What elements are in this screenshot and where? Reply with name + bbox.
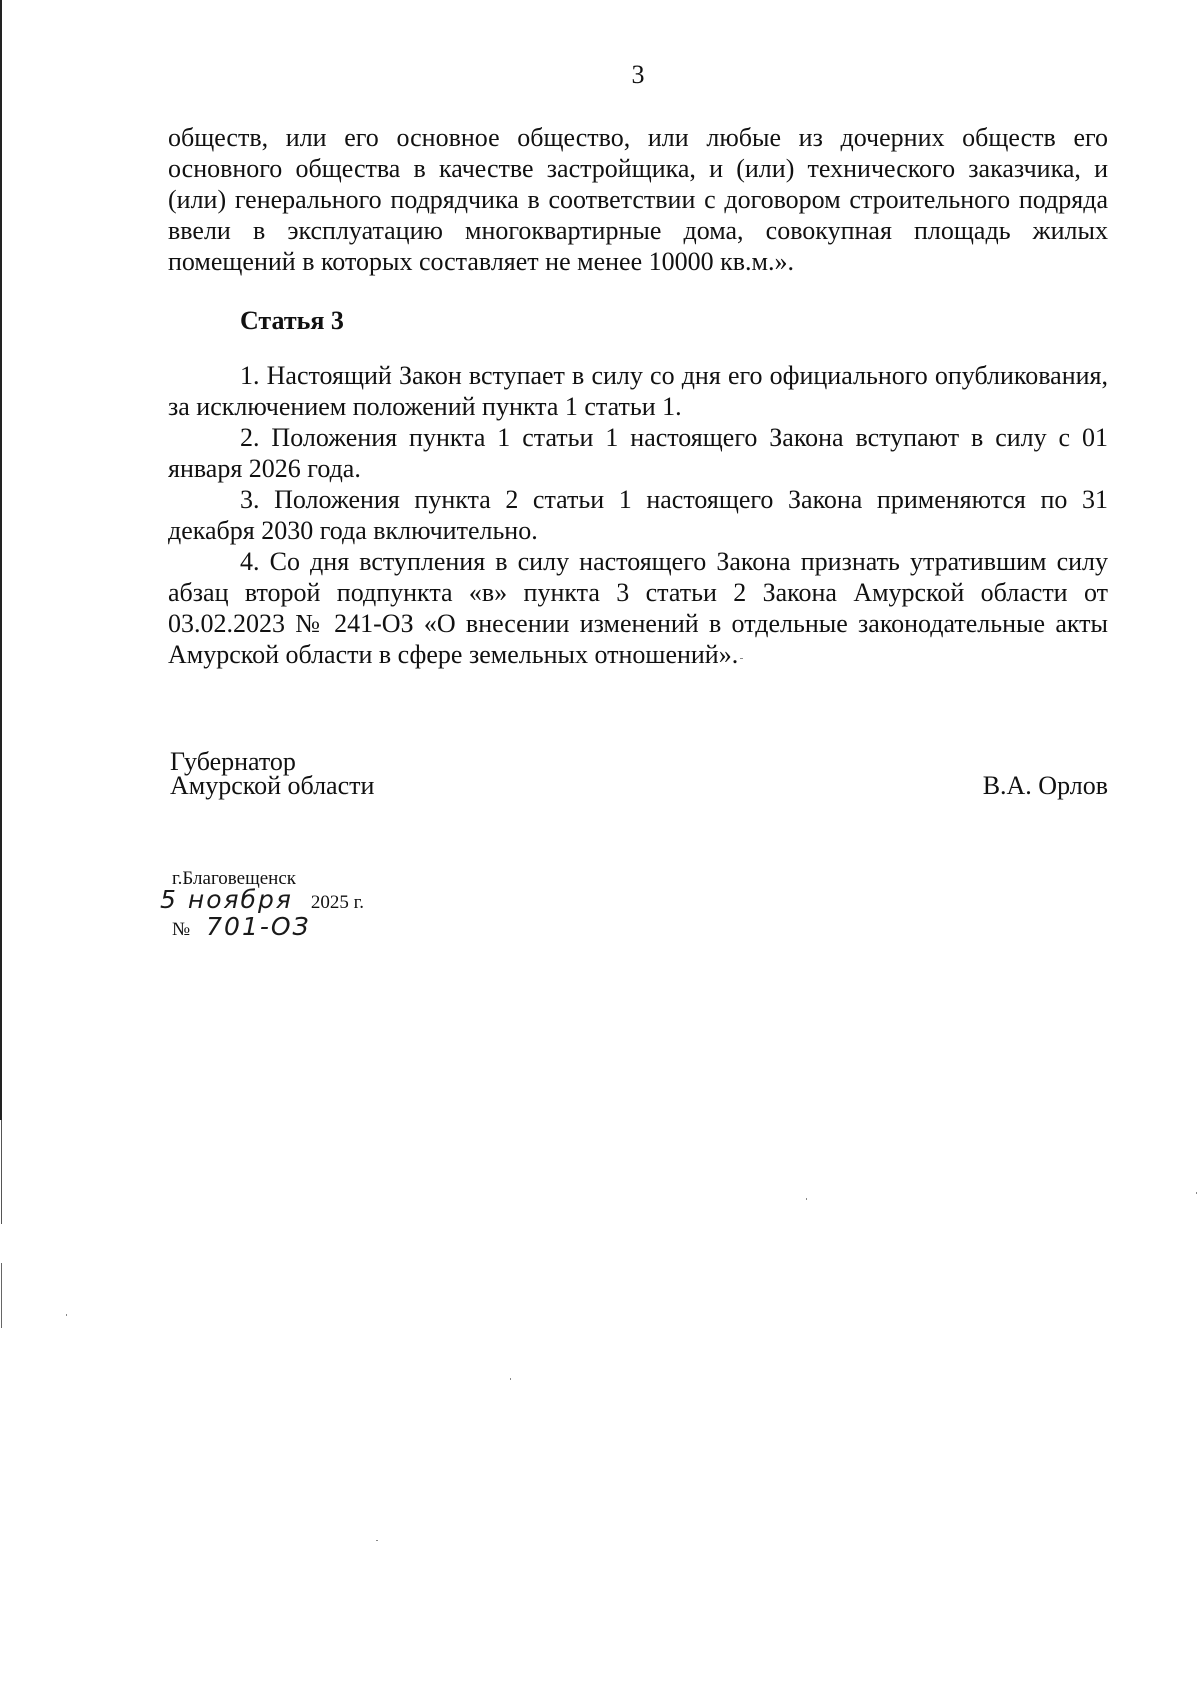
signatory-role-line2: Амурской области: [170, 771, 375, 800]
document-body: [168, 122, 1108, 670]
scan-speck: [806, 1198, 807, 1200]
number-line: [172, 912, 311, 941]
article-item-2: 2. Положения пункта 1 статьи 1 настоящего Закона вступают в силу с 01 января 2026 года.: [168, 423, 1108, 483]
scan-speck: [376, 1540, 378, 1541]
scan-speck: [1196, 1192, 1197, 1194]
article-item-1: 1. Настоящий Закон вступает в силу со дня его официального опубликования, за исключением положений пункта 1 статьи 1.: [168, 361, 1108, 421]
handwritten-date: 5 ноября: [160, 885, 293, 914]
signatory-name: В.А. Орлов: [982, 771, 1108, 800]
signatory-role-line1: Губернатор: [170, 747, 296, 776]
scan-speck: [66, 1314, 67, 1316]
scan-speck: [740, 658, 743, 659]
scan-border-left-lower: [1, 1120, 2, 1380]
place-city: г.Благовещенск: [172, 868, 296, 889]
signatory-role: [170, 747, 375, 800]
date-year: 2025 г.: [310, 892, 365, 913]
article-item-4: 4. Со дня вступления в силу настоящего Закона признать утратившим силу абзац второй подпункта «в» пункта 3 статьи 2 Закона Амурской области от 03.02.2023 № 241-ОЗ «О внесении изменений в отдельные законодательные акты Амурской области в сфере земельных отношений».: [168, 547, 1108, 669]
handwritten-number: 701-ОЗ: [206, 912, 311, 941]
article-item-3: 3. Положения пункта 2 статьи 1 настоящего Закона применяются по 31 декабря 2030 года включительно.: [168, 485, 1108, 545]
article-heading: Статья 3: [240, 306, 344, 335]
scan-border-left: [0, 0, 2, 1120]
scan-speck: [510, 1378, 511, 1380]
date-line: [160, 885, 364, 914]
intro-paragraph: обществ, или его основное общество, или любые из дочерних обществ его основного общества в качестве застройщика, и (или) технического заказчика, и (или) генерального подрядчика в соответствии с договором строительного подряда ввели в эксплуатацию многоквартирные дома, совокупная площадь жилых помещений в которых составляет не менее 10000 кв.м.».: [168, 123, 1108, 276]
number-label: №: [172, 919, 191, 940]
page-number: 3: [631, 60, 645, 89]
